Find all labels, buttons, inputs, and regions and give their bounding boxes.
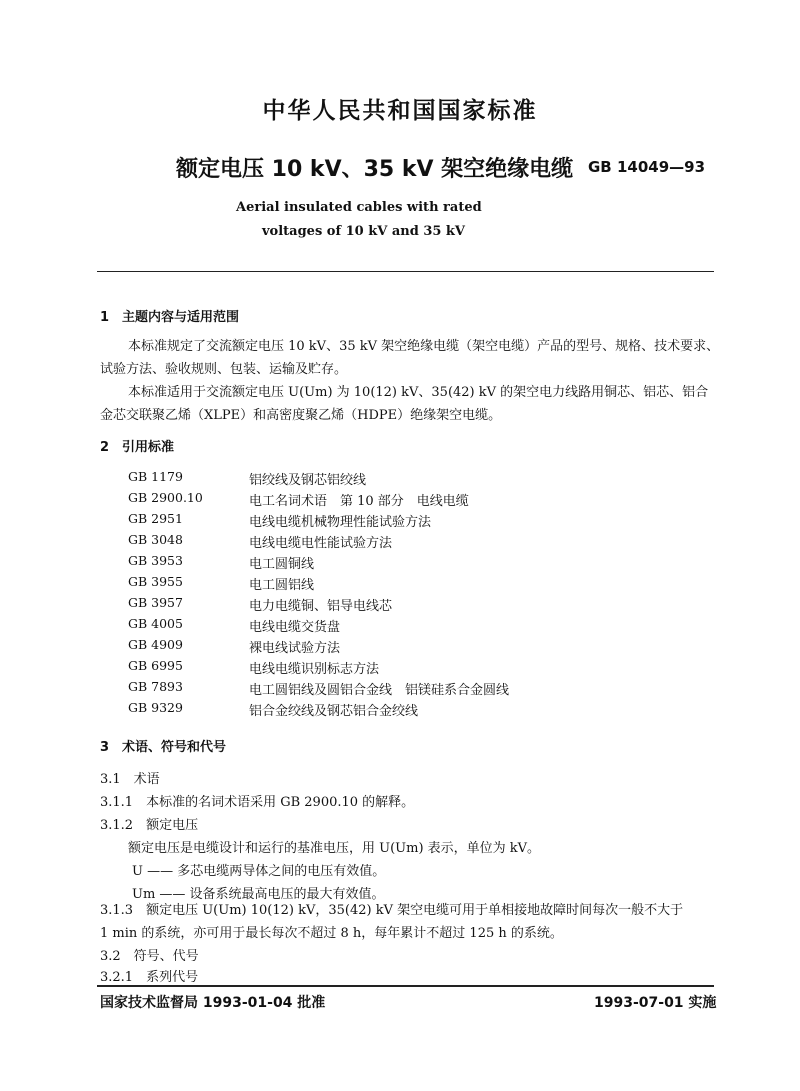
subsection-3-1: 3.1 术语 <box>100 772 160 787</box>
header-divider <box>97 271 714 272</box>
section-1-paragraph-1-line-2: 试验方法、验收规则、包装、运输及贮存。 <box>100 362 348 377</box>
symbol-um-definition: Um —— 设备系统最高电压的最大有效值。 <box>132 887 385 902</box>
standard-code-item: GB 2951 <box>128 511 183 526</box>
standard-title-item: 电工圆铜线 <box>249 557 315 572</box>
english-title-line-2: voltages of 10 kV and 35 kV <box>262 224 466 239</box>
standard-code-item: GB 3953 <box>128 553 183 568</box>
standard-code-item: GB 3957 <box>128 595 183 610</box>
standard-title-item: 裸电线试验方法 <box>249 641 341 656</box>
subsection-3-1-2: 3.1.2 额定电压 <box>100 818 199 833</box>
section-1-heading: 1 主题内容与适用范围 <box>100 310 240 325</box>
standard-code-item: GB 3955 <box>128 574 183 589</box>
footer-divider <box>97 985 714 987</box>
section-1-paragraph-2-line-1: 本标准适用于交流额定电压 U(Um) 为 10(12) kV、35(42) kV 的架空电力线路用铜芯、铝芯、铝合 <box>128 385 709 400</box>
approval-date: 国家技术监督局 1993-01-04 批准 <box>100 995 326 1011</box>
standard-code-item: GB 1179 <box>128 469 183 484</box>
national-standard-heading: 中华人民共和国国家标准 <box>262 98 538 124</box>
symbol-u-definition: U —— 多芯电缆两导体之间的电压有效值。 <box>132 864 386 879</box>
standard-code-item: GB 2900.10 <box>128 490 203 505</box>
standard-code: GB 14049—93 <box>588 158 706 176</box>
standard-title-item: 铝绞线及钢芯铝绞线 <box>249 473 367 488</box>
implementation-date: 1993-07-01 实施 <box>594 995 717 1011</box>
standard-code-item: GB 9329 <box>128 700 183 715</box>
standard-title-item: 电工名词术语 第 10 部分 电线电缆 <box>249 494 469 509</box>
standard-title-item: 电力电缆铜、铝导电线芯 <box>249 599 393 614</box>
subsection-3-2-1: 3.2.1 系列代号 <box>100 970 199 985</box>
section-3-heading: 3 术语、符号和代号 <box>100 740 227 755</box>
standard-title-item: 铝合金绞线及钢芯铝合金绞线 <box>249 704 419 719</box>
standard-title-item: 电线电缆交货盘 <box>249 620 341 635</box>
standard-title-item: 电线电缆机械物理性能试验方法 <box>249 515 432 530</box>
rated-voltage-definition: 额定电压是电缆设计和运行的基准电压，用 U(Um) 表示，单位为 kV。 <box>128 841 541 856</box>
standard-code-item: GB 4909 <box>128 637 183 652</box>
standard-title-item: 电工圆铝线 <box>249 578 315 593</box>
standard-title-item: 电线电缆电性能试验方法 <box>249 536 393 551</box>
standard-code-item: GB 7893 <box>128 679 183 694</box>
section-2-heading: 2 引用标准 <box>100 440 175 455</box>
standard-code-item: GB 3048 <box>128 532 183 547</box>
subsection-3-1-1: 3.1.1 本标准的名词术语采用 GB 2900.10 的解释。 <box>100 795 415 810</box>
standard-code-item: GB 6995 <box>128 658 183 673</box>
standard-code-item: GB 4005 <box>128 616 183 631</box>
standard-title-item: 电工圆铝线及圆铝合金线 铝镁硅系合金圆线 <box>249 683 510 698</box>
subsection-3-1-3-line-1: 3.1.3 额定电压 U(Um) 10(12) kV，35(42) kV 架空电缆可用于单相接地故障时间每次一般不大于 <box>100 903 684 918</box>
subsection-3-2: 3.2 符号、代号 <box>100 949 199 964</box>
english-title-line-1: Aerial insulated cables with rated <box>236 200 482 215</box>
standard-title-item: 电线电缆识别标志方法 <box>249 662 380 677</box>
subsection-3-1-3-line-2: 1 min 的系统，亦可用于最长每次不超过 8 h，每年累计不超过 125 h 的系统。 <box>100 926 563 941</box>
document-title: 额定电压 10 kV、35 kV 架空绝缘电缆 <box>176 157 574 182</box>
section-1-paragraph-1-line-1: 本标准规定了交流额定电压 10 kV、35 kV 架空绝缘电缆（架空电缆）产品的型号、规格、技术要求、 <box>128 339 720 354</box>
section-1-paragraph-2-line-2: 金芯交联聚乙烯（XLPE）和高密度聚乙烯（HDPE）绝缘架空电缆。 <box>100 408 502 423</box>
